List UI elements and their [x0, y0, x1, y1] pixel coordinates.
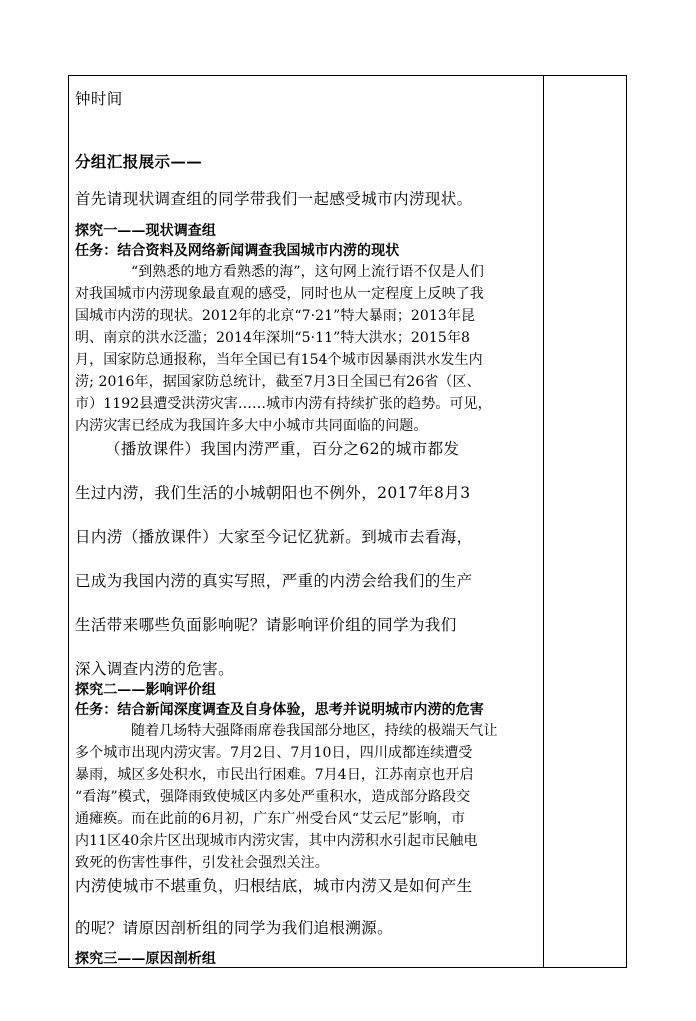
cause-question-paragraph [75, 874, 537, 954]
explore1-task: 任务：结合资料及网络新闻调查我国城市内涝的现状 [75, 243, 400, 259]
paragraph-line: 通瘫痪。而在此前的6月初，广东广州受台风“艾云尼”影响，市 [75, 811, 466, 827]
paragraph-line: 的呢？请原因剖析组的同学为我们追根溯源。 [75, 919, 394, 937]
explore1-title: 探究一——现状调查组 [75, 223, 216, 239]
paragraph-line: 暴雨，城区多处积水，市民出行困难。7月4日，江苏南京也开启 [75, 767, 474, 783]
explore2-paragraph [75, 720, 537, 880]
courseware-paragraph [75, 437, 537, 677]
paragraph-line: 生过内涝，我们生活的小城朝阳也不例外，2017年8月3 [75, 484, 471, 502]
time-tail-text: 钟时间 [75, 90, 123, 108]
paragraph-line: 内涝灾害已经成为我国许多大中小城市共同面临的问题。 [75, 418, 428, 434]
paragraph-line: “看海”模式，强降雨致使城区内多处严重积水，造成部分路段交 [75, 789, 471, 805]
paragraph-line: 日内涝（播放课件）大家至今记忆犹新。到城市去看海， [75, 528, 473, 546]
column-divider [543, 75, 544, 968]
paragraph-line: 已成为我国内涝的真实写照，严重的内涝会给我们的生产 [75, 572, 473, 590]
paragraph-line: 月，国家防总通报称，当年全国已有154个城市因暴雨洪水发生内 [75, 352, 483, 368]
paragraph-line: 随着几场特大强降雨席卷我国部分地区，持续的极端天气让 [131, 723, 498, 739]
paragraph-line: 多个城市出现内涝灾害。7月2日、7月10日，四川成都连续遭受 [75, 745, 473, 761]
explore1-paragraph [75, 261, 537, 441]
paragraph-line: （播放课件）我国内涝严重，百分之62的城市都发 [105, 440, 460, 458]
paragraph-line: 市）1192县遭受洪涝灾害……城市内涝有持续扩张的趋势。可见， [75, 396, 492, 412]
paragraph-line: 内11区40余片区出现城市内涝灾害，其中内涝积水引起市民触电 [75, 833, 478, 849]
intro-sentence: 首先请现状调查组的同学带我们一起感受城市内涝现状。 [75, 190, 473, 208]
paragraph-line: 明、南京的洪水泛滥；2014年深圳“5·11”特大洪水；2015年8 [75, 330, 471, 346]
paragraph-line: 国城市内涝的现状。2012年的北京“7·21”特大暴雨；2013年昆 [75, 308, 476, 324]
explore3-title: 探究三——原因剖析组 [75, 951, 216, 967]
paragraph-line: 深入调查内涝的危害。 [75, 660, 235, 678]
paragraph-line: “到熟悉的地方看熟悉的海”，这句网上流行语不仅是人们 [131, 264, 484, 280]
paragraph-line: 对我国城市内涝现象最直观的感受，同时也从一定程度上反映了我 [75, 286, 484, 302]
explore2-title: 探究二——影响评价组 [75, 682, 216, 698]
explore2-task: 任务：结合新闻深度调查及自身体验，思考并说明城市内涝的危害 [75, 702, 484, 718]
paragraph-line: 生活带来哪些负面影响呢？请影响评价组的同学为我们 [75, 616, 457, 634]
paragraph-line: 内涝使城市不堪重负，归根结底，城市内涝又是如何产生 [75, 877, 473, 895]
paragraph-line: 致死的伤害性事件，引发社会强烈关注。 [75, 855, 329, 871]
paragraph-line: 涝; 2016年，据国家防总统计，截至7月3日全国已有26省（区、 [75, 374, 481, 390]
group-report-heading: 分组汇报展示—— [75, 152, 203, 171]
